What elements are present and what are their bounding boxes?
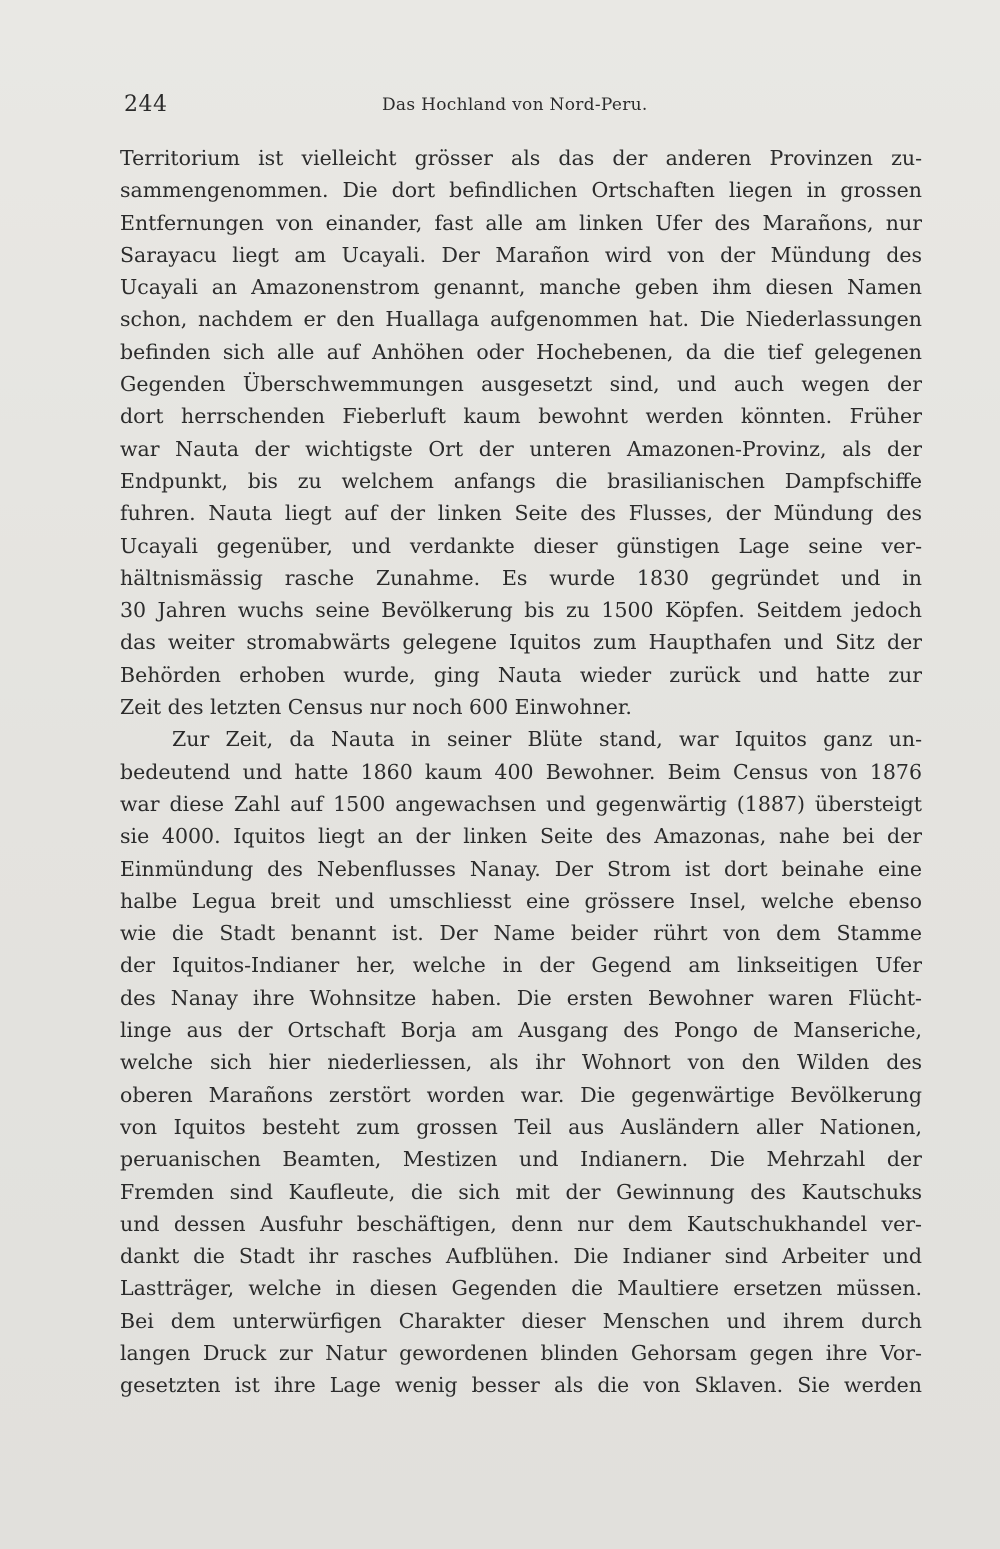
text-line: sie 4000. Iquitos liegt an der linken Seite des Amazonas, nahe bei der xyxy=(120,824,922,849)
text-line: gesetzten ist ihre Lage wenig besser als die von Sklaven. Sie werden xyxy=(120,1373,922,1398)
text-line: Einmündung des Nebenflusses Nanay. Der Strom ist dort beinahe eine xyxy=(120,856,922,881)
text-line: befinden sich alle auf Anhöhen oder Hochebenen, da die tief gelegenen xyxy=(120,339,922,364)
text-line: von Iquitos besteht zum grossen Teil aus Ausländern aller Nationen, xyxy=(120,1114,922,1139)
running-head-title: Das Hochland von Nord-Peru. xyxy=(382,95,648,115)
text-line: hältnismässig rasche Zunahme. Es wurde 1830 gegründet und in xyxy=(120,565,922,590)
text-line: halbe Legua breit und umschliesst eine grössere Insel, welche ebenso xyxy=(120,888,922,913)
text-line: Lastträger, welche in diesen Gegenden die Maultiere ersetzen müssen. xyxy=(120,1276,922,1301)
text-line: der Iquitos-Indianer her, welche in der Gegend am linkseitigen Ufer xyxy=(120,953,922,978)
text-line: und dessen Ausfuhr beschäftigen, denn nur dem Kautschukhandel ver- xyxy=(120,1211,922,1236)
running-head xyxy=(120,92,922,122)
text-line: langen Druck zur Natur gewordenen blinden Gehorsam gegen ihre Vor- xyxy=(120,1340,922,1365)
text-line: wie die Stadt benannt ist. Der Name beider rührt von dem Stamme xyxy=(120,921,922,946)
text-line: Zur Zeit, da Nauta in seiner Blüte stand, war Iquitos ganz un- xyxy=(172,727,922,752)
text-line: war diese Zahl auf 1500 angewachsen und gegenwärtig (1887) übersteigt xyxy=(120,791,922,816)
text-line: das weiter stromabwärts gelegene Iquitos zum Haupthafen und Sitz der xyxy=(120,630,922,655)
text-line: Fremden sind Kaufleute, die sich mit der Gewinnung des Kautschuks xyxy=(120,1179,922,1204)
text-line: Bei dem unterwürfigen Charakter dieser Menschen und ihrem durch xyxy=(120,1308,922,1333)
paragraph-1 xyxy=(120,142,922,723)
text-line: Zeit des letzten Census nur noch 600 Einwohner. xyxy=(120,695,632,720)
text-line: war Nauta der wichtigste Ort der unteren Amazonen-Provinz, als der xyxy=(120,436,922,461)
text-line: welche sich hier niederliessen, als ihr Wohnort von den Wilden des xyxy=(120,1050,922,1075)
text-line: Sarayacu liegt am Ucayali. Der Marañon wird von der Mündung des xyxy=(120,242,922,267)
text-line: sammengenommen. Die dort befindlichen Ortschaften liegen in grossen xyxy=(120,178,922,203)
text-line: schon, nachdem er den Huallaga aufgenommen hat. Die Niederlassungen xyxy=(120,307,922,332)
paragraph-2 xyxy=(120,723,922,1401)
text-line: Endpunkt, bis zu welchem anfangs die brasilianischen Dampfschiffe xyxy=(120,468,922,493)
body-text xyxy=(120,142,922,1402)
text-line: Gegenden Überschwemmungen ausgesetzt sind, und auch wegen der xyxy=(120,372,922,397)
text-line: des Nanay ihre Wohnsitze haben. Die ersten Bewohner waren Flücht- xyxy=(120,985,922,1010)
text-line: Ucayali gegenüber, und verdankte dieser günstigen Lage seine ver- xyxy=(120,533,922,558)
text-line: fuhren. Nauta liegt auf der linken Seite des Flusses, der Mündung des xyxy=(120,501,922,526)
text-line: dankt die Stadt ihr rasches Aufblühen. Die Indianer sind Arbeiter und xyxy=(120,1244,922,1269)
text-line: 30 Jahren wuchs seine Bevölkerung bis zu 1500 Köpfen. Seitdem jedoch xyxy=(120,598,922,623)
text-line: Entfernungen von einander, fast alle am linken Ufer des Marañons, nur xyxy=(120,210,922,235)
text-line: peruanischen Beamten, Mestizen und Indianern. Die Mehrzahl der xyxy=(120,1147,922,1172)
text-line: dort herrschenden Fieberluft kaum bewohnt werden könnten. Früher xyxy=(120,404,922,429)
text-line: Ucayali an Amazonenstrom genannt, manche geben ihm diesen Namen xyxy=(120,275,922,300)
text-line: Territorium ist vielleicht grösser als das der anderen Provinzen zu- xyxy=(120,146,922,170)
page-number: 244 xyxy=(124,92,168,117)
text-line: oberen Marañons zerstört worden war. Die gegenwärtige Bevölkerung xyxy=(120,1082,922,1107)
text-line: bedeutend und hatte 1860 kaum 400 Bewohner. Beim Census von 1876 xyxy=(120,759,922,784)
text-line: linge aus der Ortschaft Borja am Ausgang des Pongo de Manseriche, xyxy=(120,1018,922,1043)
text-line: Behörden erhoben wurde, ging Nauta wieder zurück und hatte zur xyxy=(120,662,922,687)
